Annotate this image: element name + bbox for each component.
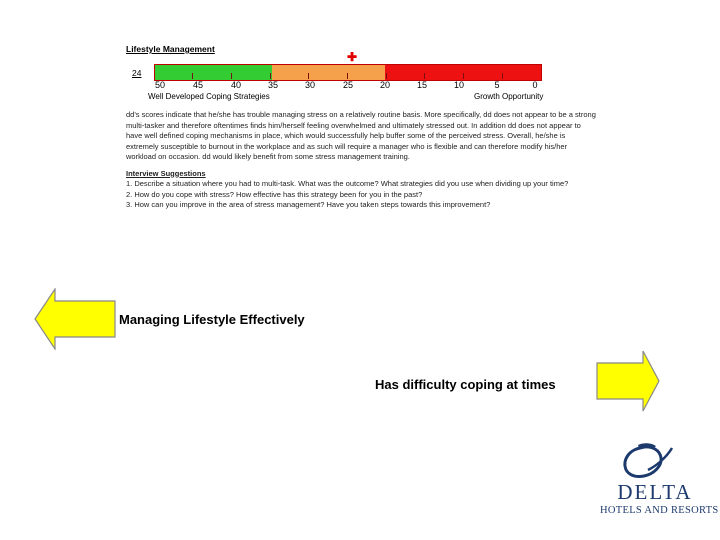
suggestions-title: Interview Suggestions bbox=[126, 168, 206, 178]
logo-subtitle: HOTELS AND RESORTS bbox=[600, 505, 719, 516]
logo-wordmark: DELTA bbox=[617, 480, 693, 504]
scale-label: 45 bbox=[192, 80, 203, 90]
left-end-label: Well Developed Coping Strategies bbox=[148, 92, 270, 101]
right-arrow-icon bbox=[596, 350, 660, 412]
left-label: Managing Lifestyle Effectively bbox=[119, 312, 305, 327]
delta-logo bbox=[600, 440, 719, 530]
suggestion-item: 1. Describe a situation where you had to multi-task. What was the outcome? What strategies did you use when dividing up your time? bbox=[126, 179, 569, 188]
suggestion-item: 3. How can you improve in the area of stress management? Have you taken steps towards this improvement? bbox=[126, 200, 491, 209]
scale-label: 0 bbox=[532, 80, 538, 90]
scale-label: 10 bbox=[453, 80, 464, 90]
scale-label: 35 bbox=[267, 80, 278, 90]
left-arrow-icon bbox=[34, 288, 116, 350]
assessment-report bbox=[126, 44, 596, 226]
scale-label: 25 bbox=[342, 80, 353, 90]
scale-label: 20 bbox=[379, 80, 390, 90]
report-body bbox=[126, 110, 596, 211]
report-paragraph: dd's scores indicate that he/she has trouble managing stress on a relatively routine basis. More specifically, dd does not appear to be a strong multi-tasker and therefore oftentimes finds him/herself feeling overwhelmed and ultimately stressed out. In addition dd does not appear to have well defined coping mechanisms in place, which would successfully help buffer some of the perceived stress. Overall, he/she is extremely susceptible to burnout in the workplace and as such will require a manager who is flexible and can therefore modify his/her workload on occasion. dd would likely benefit from some stress management training. bbox=[126, 110, 596, 161]
score-value: 24 bbox=[132, 68, 142, 78]
scale-label: 30 bbox=[304, 80, 315, 90]
scale-label: 15 bbox=[416, 80, 427, 90]
scale-label: 5 bbox=[494, 80, 500, 90]
scale-label: 40 bbox=[230, 80, 241, 90]
right-end-label: Growth Opportunity bbox=[474, 92, 544, 101]
bar-ticks bbox=[154, 73, 540, 79]
right-label: Has difficulty coping at times bbox=[375, 377, 556, 392]
suggestion-item: 2. How do you cope with stress? How effective has this strategy been for you in the past? bbox=[126, 189, 423, 199]
delta-emblem-icon bbox=[600, 440, 710, 482]
report-title: Lifestyle Management bbox=[126, 44, 215, 54]
score-marker-icon: ✚ bbox=[347, 50, 358, 64]
scale-label: 50 bbox=[154, 80, 165, 90]
